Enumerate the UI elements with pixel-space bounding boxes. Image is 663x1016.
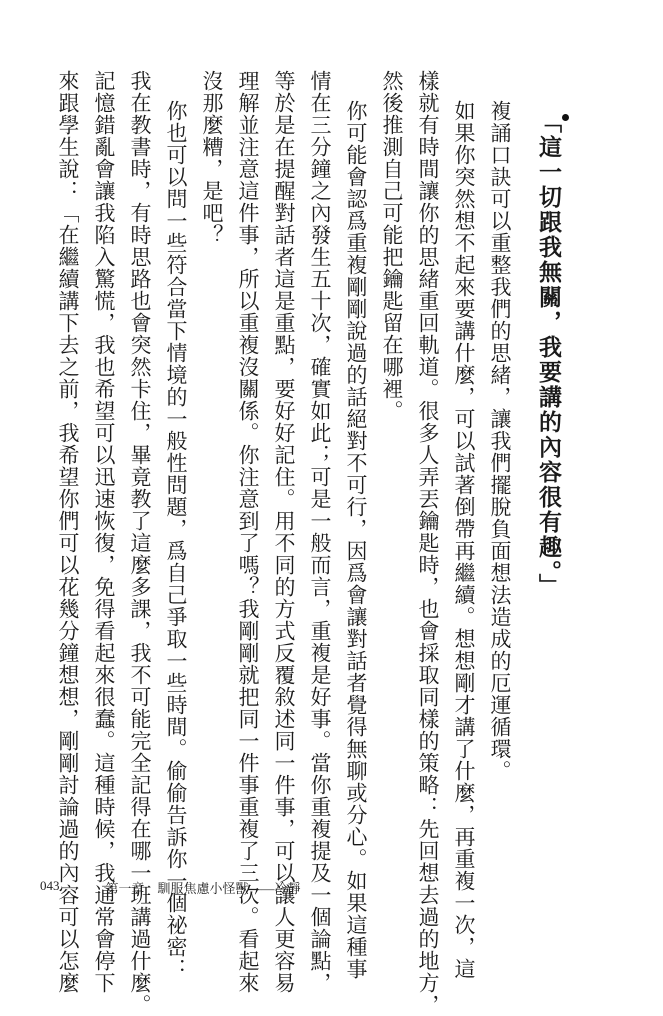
text-line: 我在教書時，有時思路也會突然卡住，畢竟教了這麼多課，我不可能完全記得在哪一班講過什麼。 [128,70,152,1016]
text-line: 樣就有時間讓你的思緒重回軌道。很多人弄丟鑰匙時，也會採取同樣的策略：先回想去過的地方， [416,70,440,1016]
text-line: 複誦口訣可以重整我們的思緒，讓我們擺脫負面想法造成的厄運循環。 [488,100,512,782]
section-heading: 「這一切跟我無關，我要講的內容很有趣。」 [535,110,561,599]
text-line: 記憶錯亂會讓我陷入驚慌，我也希望可以迅速恢復，免得看起來很蠢。這種時候，我通常會停下 [92,70,116,994]
text-line: 等於是在提醒對話者這是重點，要好好記住。用不同的方式反覆敘述同一件事，可以讓人更容易 [272,70,296,994]
text-line: 情在三分鐘之內發生五十次，確實如此；可是一般而言，重複是好事。當你重複提及一個論點， [308,70,332,994]
page-footer [40,878,301,897]
running-header: 第一章 馴服焦慮小怪獸——冷靜 [105,881,301,896]
page-number: 043 [40,878,60,893]
text-line: 沒那麼糟，是吧？ [200,70,224,246]
text-line: 然後推測自己可能把鑰匙留在哪裡。 [380,70,404,422]
text-line: 你可能會認爲重複剛剛說過的話絕對不可行，因爲會讓對話者覺得無聊或分心。如果這種事 [344,100,368,980]
text-line: 你也可以問一些符合當下情境的一般性問題，爲自己爭取一些時間。偷偷告訴你一個祕密： [164,100,188,980]
text-line: 來跟學生說：「在繼續講下去之前，我希望你們可以花幾分鐘想想，剛剛討論過的內容可以怎麼 [56,70,80,994]
text-line: 理解並注意這件事，所以重複沒關係。你注意到了嗎？我剛剛就把同一件事重複了三次。看起來 [236,70,260,994]
text-line: 如果你突然想不起來要講什麼，可以試著倒帶再繼續。想想剛才講了什麼，再重複一次，這 [452,100,476,980]
